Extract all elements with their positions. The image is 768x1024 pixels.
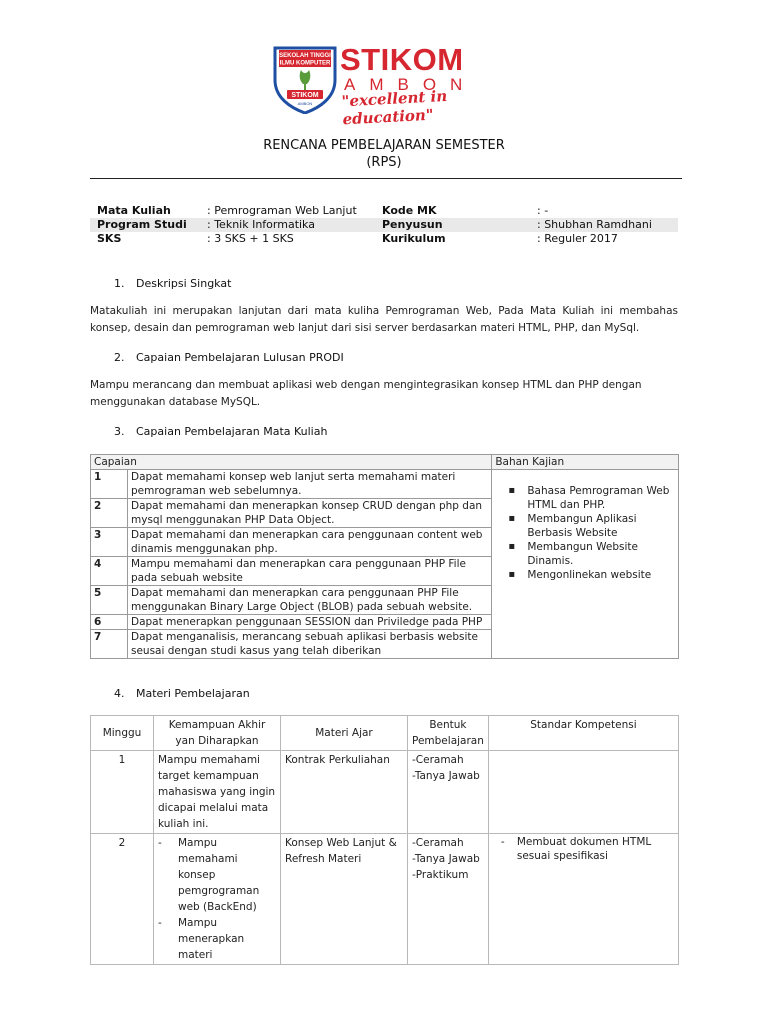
list-item: ▪ Mengonlinekan website — [525, 568, 675, 582]
materi-kemampuan: Mampu memahami target kemampuan mahasiswa yang ingin dicapai melalui mata kuliah ini. — [154, 751, 281, 834]
materi-minggu: 1 — [91, 751, 154, 834]
info-value-penyusun: : Shubhan Ramdhani — [537, 218, 652, 231]
materi-header-materi: Materi Ajar — [281, 716, 408, 751]
section-4-heading — [114, 687, 250, 700]
section-2-heading — [114, 351, 344, 364]
cpmk-row-number: 5 — [91, 586, 128, 615]
info-label-program-studi: Program Studi — [97, 218, 187, 231]
info-left-values — [207, 204, 357, 246]
title-divider — [90, 178, 682, 179]
shield-text-line1: SEKOLAH TINGGI — [279, 53, 331, 59]
cpmk-row-number: 4 — [91, 557, 128, 586]
table-row — [91, 834, 679, 965]
materi-header-standar: Standar Kompetensi — [488, 716, 678, 751]
document-subtitle: (RPS) — [366, 155, 402, 170]
cpmk-row-number: 1 — [91, 470, 128, 499]
info-value-sks: : 3 SKS + 1 SKS — [207, 232, 294, 245]
bahan-kajian-cell — [492, 470, 679, 659]
section-3-number: 3. — [114, 425, 125, 438]
section-2-title: Capaian Pembelajaran Lulusan PRODI — [136, 351, 344, 364]
deskripsi-paragraph: Matakuliah ini merupakan lanjutan dari mata kuliha Pemrograman Web, Pada Mata Kuliah ini membahas konsep, desain dan pemrograman web lanjut dari sisi server berdasarkan materi HTML, PHP, dan MySql. — [90, 305, 678, 334]
info-value-mata-kuliah: : Pemrograman Web Lanjut — [207, 204, 357, 217]
bentuk-item: -Tanya Jawab — [412, 770, 480, 782]
shield-brand: STIKOM — [291, 92, 319, 99]
bentuk-item: -Ceramah — [412, 754, 464, 766]
stikom-shield-emblem — [273, 44, 337, 114]
document-title: RENCANA PEMBELAJARAN SEMESTER — [263, 138, 505, 153]
cpmk-row-text: Dapat memahami dan menerapkan konsep CRUD dengan php dan mysql menggunakan PHP Data Object. — [128, 499, 492, 528]
info-label-mata-kuliah: Mata Kuliah — [97, 204, 171, 217]
materi-minggu: 2 — [91, 834, 154, 965]
standar-item: - Membuat dokumen HTML sesuai spesifikasi — [501, 835, 674, 863]
cpmk-row-text: Dapat memahami dan menerapkan cara penggunaan PHP File menggunakan Binary Large Object (BLOB) pada sebuah website. — [128, 586, 492, 615]
cpmk-header-bahan: Bahan Kajian — [492, 455, 679, 470]
section-4-title: Materi Pembelajaran — [136, 687, 250, 700]
bentuk-item: -Praktikum — [412, 869, 469, 881]
info-label-kode-mk: Kode MK — [382, 204, 437, 217]
shield-text-line2: ILMU KOMPUTER — [279, 60, 331, 67]
table-row — [91, 751, 679, 834]
section-2-number: 2. — [114, 351, 125, 364]
materi-header-minggu: Minggu — [91, 716, 154, 751]
info-label-penyusun: Penyusun — [382, 218, 443, 231]
list-item: ▪ Membangun Aplikasi Berbasis Website — [525, 512, 675, 540]
materi-bentuk — [408, 751, 489, 834]
info-right-values — [537, 204, 652, 246]
info-value-kode-mk: : - — [537, 204, 549, 217]
info-value-kurikulum: : Reguler 2017 — [537, 232, 618, 245]
bahan-kajian-list — [495, 484, 675, 582]
cpmk-header-row — [91, 455, 679, 470]
info-value-program-studi: : Teknik Informatika — [207, 218, 315, 231]
materi-bentuk — [408, 834, 489, 965]
list-item: ▪ Bahasa Pemrograman Web HTML dan PHP. — [525, 484, 675, 512]
materi-table — [90, 715, 679, 965]
info-right-labels — [382, 204, 446, 246]
brand-city: AMBON — [344, 75, 477, 94]
cpmk-table — [90, 454, 679, 659]
cpmk-row-text: Dapat menerapkan penggunaan SESSION dan Priviledge pada PHP — [128, 615, 492, 630]
cpmk-row-text: Dapat memahami konsep web lanjut serta memahami materi pemrograman web sebelumnya. — [128, 470, 492, 499]
kemampuan-item: - Mampu menerapkan materi — [158, 915, 276, 963]
section-1-title: Deskripsi Singkat — [136, 277, 232, 290]
materi-standar — [488, 834, 678, 965]
materi-kemampuan — [154, 834, 281, 965]
kemampuan-item: - Mampu memahami konsep pemgrograman web (BackEnd) — [158, 835, 276, 915]
cpmk-row-number: 7 — [91, 630, 128, 659]
cpmk-row-text: Dapat memahami dan menerapkan cara penggunaan content web dinamis menggunakan php. — [128, 528, 492, 557]
brand-name: STIKOM — [340, 42, 464, 77]
section-1-number: 1. — [114, 277, 125, 290]
section-4-number: 4. — [114, 687, 125, 700]
bentuk-item: -Ceramah — [412, 837, 464, 849]
bentuk-item: -Tanya Jawab — [412, 853, 480, 865]
stikom-logo — [270, 42, 510, 129]
table-row — [91, 470, 679, 499]
cpmk-row-text: Dapat menganalisis, merancang sebuah aplikasi berbasis website seusai dengan studi kasus yang telah diberikan — [128, 630, 492, 659]
list-item: ▪ Membangun Website Dinamis. — [525, 540, 675, 568]
materi-header-bentuk: Bentuk Pembelajaran — [408, 716, 489, 751]
section-1-heading — [114, 277, 231, 290]
cpmk-row-number: 3 — [91, 528, 128, 557]
materi-header-kemampuan: Kemampuan Akhir yan Diharapkan — [154, 716, 281, 751]
info-label-kurikulum: Kurikulum — [382, 232, 446, 245]
shield-sub: AMBON — [297, 101, 313, 106]
cpmk-row-number: 6 — [91, 615, 128, 630]
info-left-labels — [97, 204, 187, 246]
materi-header-row — [91, 716, 679, 751]
info-label-sks: SKS — [97, 232, 122, 245]
cpmk-row-text: Mampu memahami dan menerapkan cara penggunaan PHP File pada sebuah website — [128, 557, 492, 586]
materi-standar — [488, 751, 678, 834]
brand-tagline: "excellent in education" — [341, 86, 448, 129]
cpmk-header-capaian: Capaian — [91, 455, 492, 470]
section-3-title: Capaian Pembelajaran Mata Kuliah — [136, 425, 328, 438]
capaian-prodi-paragraph: Mampu merancang dan membuat aplikasi web dengan mengintegrasikan konsep HTML dan PHP dengan menggunakan database MySQL. — [90, 379, 642, 408]
cpmk-row-number: 2 — [91, 499, 128, 528]
section-3-heading — [114, 425, 327, 438]
materi-ajar: Konsep Web Lanjut & Refresh Materi — [281, 834, 408, 965]
materi-ajar: Kontrak Perkuliahan — [281, 751, 408, 834]
